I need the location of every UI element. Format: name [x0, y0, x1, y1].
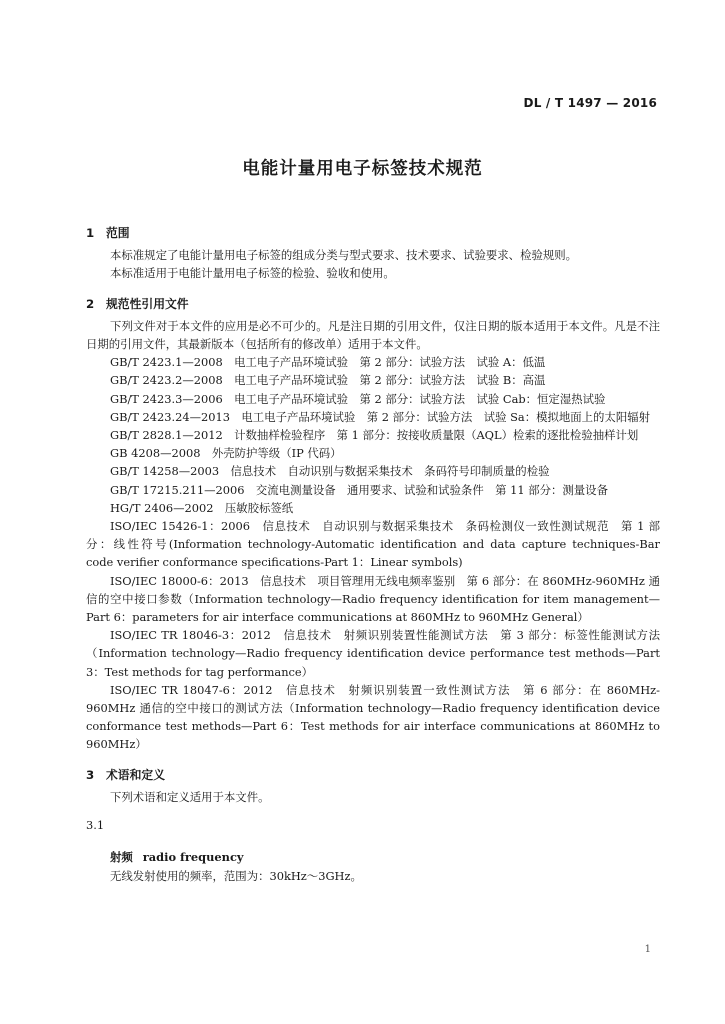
- document-body: [86, 224, 660, 885]
- paragraph: 下列术语和定义适用于本文件。: [110, 789, 270, 804]
- standard-number: DL / T 1497 — 2016: [523, 96, 657, 110]
- page-mark: 1: [644, 944, 651, 955]
- reference-item: ISO/IEC TR 18046-3：2012 信息技术 射频识别装置性能测试方法 第 3 部分：标签性能测试方法（Information technology—Radio frequency identification device performance test methods—Part 3：Test methods for tag performance）: [86, 628, 660, 679]
- paragraph: 下列文件对于本文件的应用是必不可少的。凡是注日期的引用文件，仅注日期的版本适用于本文件。凡是不注日期的引用文件，其最新版本（包括所有的修改单）适用于本文件。: [86, 318, 660, 352]
- section-number: 1: [86, 226, 95, 240]
- reference-item: GB/T 2423.3—2006 电工电子产品环境试验 第 2 部分：试验方法 试验 Cab：恒定湿热试验: [110, 391, 606, 406]
- reference-item: ISO/IEC 15426-1：2006 信息技术 自动识别与数据采集技术 条码检测仪一致性测试规范 第 1 部分：线性符号(Information technology-Automatic identification and data capture techniques-Bar code verifier conformance specifications-Part 1：Linear symbols): [86, 519, 660, 570]
- term-entry: [86, 848, 660, 866]
- reference-item: GB/T 14258—2003 信息技术 自动识别与数据采集技术 条码符号印制质量的检验: [110, 464, 550, 479]
- reference-item: GB/T 2828.1—2012 计数抽样检验程序 第 1 部分：按接收质量限（AQL）检索的逐批检验抽样计划: [110, 428, 639, 443]
- reference-item: GB/T 2423.2—2008 电工电子产品环境试验 第 2 部分：试验方法 试验 B：高温: [110, 373, 546, 388]
- section-title: 术语和定义: [106, 767, 165, 782]
- section-heading-terms-definitions: [86, 766, 660, 784]
- section-heading-normative-references: [86, 295, 660, 313]
- subclause-number: 3.1: [86, 818, 105, 833]
- section-number: 2: [86, 296, 95, 311]
- reference-item: GB/T 2423.24—2013 电工电子产品环境试验 第 2 部分：试验方法 试验 Sa：模拟地面上的太阳辐射: [110, 409, 650, 424]
- paragraph: 本标准规定了电能计量用电子标签的组成分类与型式要求、技术要求、试验要求、检验规则。: [110, 248, 578, 263]
- reference-item: GB 4208—2008 外壳防护等级（IP 代码）: [110, 446, 342, 461]
- section-title: 规范性引用文件: [106, 296, 189, 311]
- term-english: radio frequency: [142, 850, 244, 865]
- reference-item: ISO/IEC 18000-6：2013 信息技术 项目管理用无线电频率鉴别 第 6 部分：在 860MHz-960MHz 通信的空中接口参数（Information technology—Radio frequency identification for item management—Part 6：parameters for air interface communications at 860MHz to 960MHz General）: [86, 573, 660, 625]
- reference-item: HG/T 2406—2002 压敏胶标签纸: [110, 500, 294, 515]
- section-heading-scope: [86, 224, 660, 242]
- term-chinese: 射频: [110, 850, 133, 865]
- reference-item: ISO/IEC TR 18047-6：2012 信息技术 射频识别装置一致性测试方法 第 6 部分：在 860MHz-960MHz 通信的空中接口的测试方法（Information technology—Radio frequency identification device conformance test methods—Part 6：Test methods for air interface communications at 860MHz to 960MHz）: [86, 682, 660, 752]
- term-definition: 无线发射使用的频率，范围为：30kHz～3GHz。: [110, 868, 362, 883]
- reference-item: GB/T 2423.1—2008 电工电子产品环境试验 第 2 部分：试验方法 试验 A：低温: [110, 355, 546, 370]
- paragraph: 本标准适用于电能计量用电子标签的检验、验收和使用。: [110, 266, 395, 281]
- section-title: 范围: [106, 226, 130, 240]
- reference-item: GB/T 17215.211—2006 交流电测量设备 通用要求、试验和试验条件 第 11 部分：测量设备: [110, 482, 608, 497]
- section-number: 3: [86, 767, 95, 782]
- document-title: 电能计量用电子标签技术规范: [242, 159, 483, 179]
